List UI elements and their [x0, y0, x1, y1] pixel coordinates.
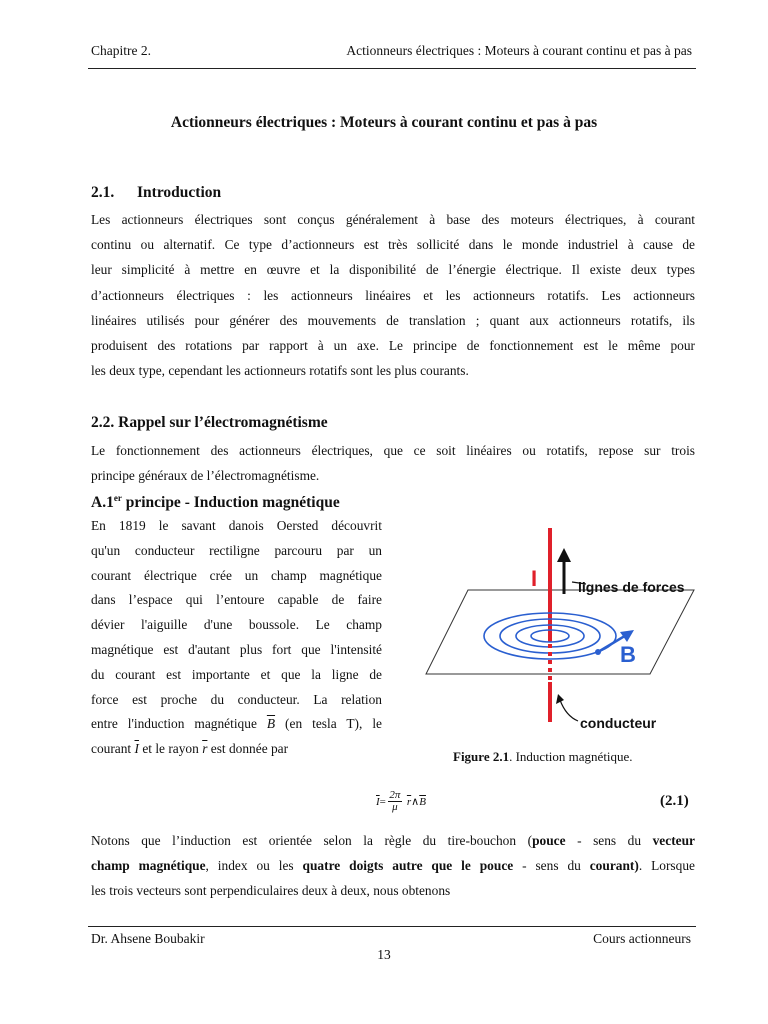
- paragraph-line: dans l’espace qui l’entoure capable de faire: [91, 592, 382, 608]
- paragraph-line: d’actionneurs électriques : les actionneurs linéaires et les actionneurs rotatifs. Les actionneurs: [91, 287, 695, 303]
- paragraph-line: du courant est importante et que la ligne de: [91, 666, 382, 682]
- paragraph-line: magnétique est d'autant plus fort que l'intensité: [91, 641, 382, 657]
- label-B: B: [620, 642, 636, 667]
- header-chapter: Chapitre 2.: [91, 43, 151, 58]
- vector-r-symbol: $\overline{r}$: [202, 741, 208, 757]
- paragraph-line: force est proche du conducteur. La relation: [91, 691, 382, 707]
- current-arrow-head: [557, 548, 571, 562]
- page-number: 13: [377, 947, 391, 962]
- leader-line-conductor: [560, 700, 578, 721]
- vector-I-symbol: $\overline{I}$: [134, 741, 139, 757]
- label-current-I: I: [531, 566, 538, 591]
- paragraph-line: En 1819 le savant danois Oersted découvrit: [91, 518, 382, 533]
- section-2-1-heading: Introduction: [137, 184, 222, 201]
- paragraph-line: Notons que l’induction est orientée selon la règle du tire-bouchon (pouce - sens du vecteur: [91, 833, 695, 848]
- section-2-1-number: 2.1.: [91, 184, 115, 201]
- label-field-lines: lignes de forces: [578, 579, 685, 595]
- paragraph-line: Le fonctionnement des actionneurs électriques, que ce soit linéaires ou rotatifs, repose sur trois: [91, 443, 695, 458]
- plane-outline: [426, 590, 694, 674]
- paragraph-line: continu ou alternatif. Ce type d’actionneurs est très sollicité dans le monde industriel à cause de: [91, 237, 695, 253]
- paragraph-line: qu'un conducteur rectiligne parcouru par un: [91, 542, 382, 558]
- footer-rule: [88, 926, 696, 927]
- paragraph-line: courant $\overline{I}$ et le rayon $\overline{r}$ est donnée par: [91, 741, 289, 757]
- vector-B-symbol: $\overline{B}$: [266, 716, 276, 732]
- paragraph-line: les deux type, cependant les actionneurs rotatifs sont les plus courants.: [91, 363, 469, 379]
- b-vector-origin: [595, 649, 601, 655]
- paragraph-line: Les actionneurs électriques sont conçus généralement à base des moteurs électriques, à courant: [91, 212, 695, 227]
- section-2-2-paragraph: [91, 438, 695, 488]
- footer-author: Dr. Ahsene Boubakir: [91, 931, 205, 946]
- document-title: Actionneurs électriques : Moteurs à courant continu et pas à pas: [170, 114, 598, 131]
- induction-figure: [420, 522, 700, 732]
- principle-a1-paragraph: [91, 514, 382, 762]
- equation-2-1: $\overline{I}$ = 2π μ $\overline{r}$ ∧ $\overline{B}$: [376, 789, 426, 813]
- header-rule: [88, 68, 696, 69]
- equation-number: (2.1): [660, 793, 689, 809]
- paragraph-line: champ magnétique, index ou les quatre doigts autre que le pouce - sens du courant). Lorsque: [91, 858, 695, 874]
- paragraph-line: dévier l'aiguille d'une boussole. Le champ: [91, 617, 382, 633]
- footer-course: Cours actionneurs: [593, 931, 691, 946]
- paragraph-line: les trois vecteurs sont perpendiculaires deux à deux, nous obtenons: [91, 883, 451, 899]
- b-vector-arrowhead: [620, 630, 634, 642]
- principle-a1-heading: A.1er principe - Induction magnétique: [91, 492, 340, 511]
- eq-fraction: 2π μ: [389, 789, 401, 813]
- figure-caption: Figure 2.1. Induction magnétique.: [453, 749, 633, 764]
- section-2-1-paragraph: [91, 207, 695, 383]
- label-conductor: conducteur: [580, 715, 657, 731]
- paragraph-line: linéaires utilisés pour générer des mouvements de translation ; quant aux actionneurs rotatifs, ils: [91, 312, 695, 328]
- paragraph-line: leur simplicité à mettre en œuvre et la disponibilité de l’énergie électrique. Il existe deux types: [91, 262, 695, 278]
- eq-lhs-I: $\overline{I}$: [376, 795, 380, 808]
- closing-paragraph: [91, 828, 695, 904]
- paragraph-line: courant électrique crée un champ magnétique: [91, 567, 382, 583]
- section-2-2-heading: 2.2. Rappel sur l’électromagnétisme: [91, 414, 328, 431]
- paragraph-line: produisent des rotations par rapport à un axe. Le principe de fonctionnement est le même pour: [91, 337, 695, 353]
- paragraph-line: entre l'induction magnétique $\overline{B}$ (en tesla T), le: [91, 716, 382, 732]
- header-running-title: Actionneurs électriques : Moteurs à courant continu et pas à pas: [346, 43, 692, 58]
- leader-arrowhead: [556, 694, 564, 704]
- paragraph-line: principe généraux de l’électromagnétisme.: [91, 468, 320, 484]
